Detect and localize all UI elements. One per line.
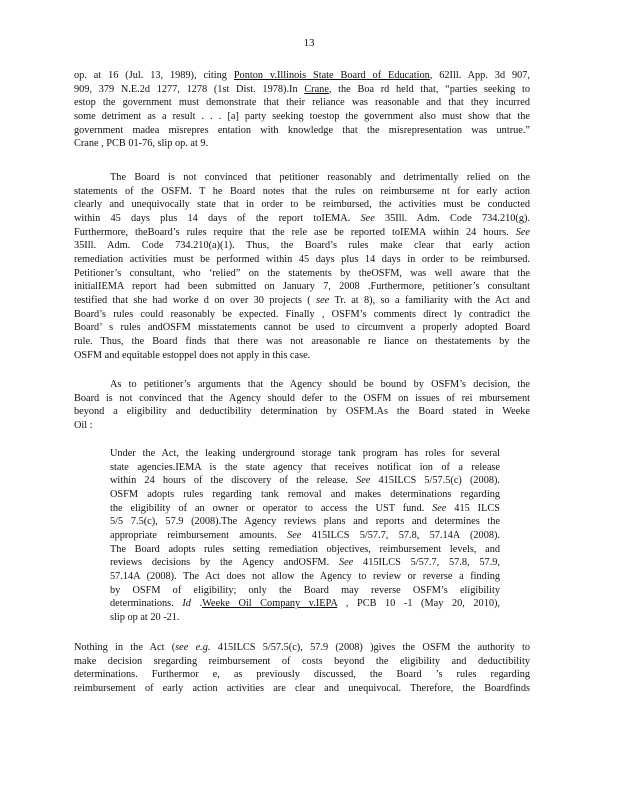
text-run: 415ILCS 5/57.5(c), 57.9 (2008) )gives the OSFM the authority to — [210, 642, 531, 653]
paragraph-3 — [74, 378, 530, 433]
text-line — [74, 280, 530, 294]
text-run: some detriment as a result . . . [a] party seeking toestop the government also must show that the — [74, 110, 530, 122]
signal-word: See — [515, 226, 530, 238]
text-run: statements of the OSFM. T he Board notes that the rules on reimburseme nt for early action — [74, 185, 530, 197]
text-run: Petitioner’s consultant, who ‘relied” on the statements by theOSFM, was well aware that the — [74, 267, 530, 279]
text-run: The Board adopts rules setting remediation objectives, reimbursement levels, and — [110, 543, 500, 555]
paragraph-1 — [74, 69, 530, 151]
text-line — [74, 668, 530, 682]
text-line — [74, 185, 530, 199]
text-run: 415ILCS 5/57.7, 57.8, 57.9, — [353, 557, 500, 569]
text-run: remediation activities must be performed within 45 days plus 14 days in order to be reimbursed. — [74, 253, 530, 265]
text-line — [110, 474, 500, 488]
text-run: Tr. at 8), so a familiarity with the Act and — [329, 294, 530, 306]
text-line — [110, 529, 500, 543]
text-line — [74, 96, 530, 110]
signal-word: See — [356, 475, 371, 487]
text-line — [74, 69, 530, 83]
text-run: Under the Act, the leaking underground storage tank program has roles for several — [110, 448, 500, 459]
text-run: Nothing in the Act ( — [74, 642, 176, 653]
signal-word: See — [338, 557, 354, 569]
text-run: Crane , PCB 01-76, slip op. at 9. — [74, 138, 209, 150]
text-line — [110, 447, 500, 461]
text-run: reimbursement of early action activities are clear and unequivocal. Therefore, the Boardfinds — [74, 682, 530, 694]
text-line — [110, 556, 500, 570]
text-run: reviews decisions by the Agency andOSFM. — [110, 557, 339, 569]
text-run: appropriate reimbursement amounts. — [110, 529, 288, 541]
text-line — [110, 584, 500, 598]
text-line — [74, 682, 530, 696]
signal-word: See — [287, 529, 302, 541]
text-line — [74, 267, 530, 281]
case-citation: Ponton v.Illinois State Board of Education — [233, 70, 430, 81]
text-line — [110, 597, 500, 611]
text-run: , the Boa rd held that, “parties seeking to — [328, 83, 530, 95]
text-line — [74, 378, 530, 392]
signal-word: Id — [182, 598, 191, 610]
text-run: 35Ill. Adm. Code 734.210(a)(1). Thus, the Board’s rules make clear that early action — [74, 240, 530, 252]
text-run: 5/5 7.5(c), 57.9 (2008).The Agency reviews plans and reports and determines the — [110, 516, 500, 528]
signal-word: see e.g. — [175, 642, 211, 653]
text-line — [110, 570, 500, 584]
text-run: 909, 379 N.E.2d 1277, 1278 (1st Dist. 1978).In — [74, 83, 305, 95]
text-run: clearly and unequivocally state that in order to be reimbursed, the activities must be conducted — [74, 199, 530, 211]
text-run: Board’s rules could reasonably be expected. Finally , OSFM’s comments direct ly contradict the — [74, 308, 530, 320]
text-line — [74, 655, 530, 669]
text-run: determinations. — [110, 598, 183, 610]
text-run: Oil : — [74, 419, 93, 431]
text-line — [74, 392, 530, 406]
text-run: estop the government must demonstrate that their reliance was reasonable and that they incurred — [74, 97, 530, 109]
text-run: testified that she had worke d on over 30 projects ( — [74, 294, 317, 306]
text-run: , 62Ill. App. 3d 907, — [429, 70, 531, 81]
text-run: , PCB 10 -1 (May 20, 2010), — [337, 598, 500, 610]
text-run: 57.14A (2008). The Act does not allow the Agency to review or reverse a finding — [110, 570, 500, 582]
text-line — [74, 641, 530, 655]
text-run: 415ILCS 5/57.5(c) (2008). — [370, 475, 500, 487]
text-line — [74, 83, 530, 97]
text-line — [74, 419, 530, 433]
text-run: initialIEMA report had been submitted on January 7, 2008 .Furthermore, petitioner’s consultant — [74, 281, 530, 293]
text-line — [74, 308, 530, 322]
text-run: the eligibility of an owner or operator to access the UST fund. — [110, 502, 433, 514]
text-run: state agencies.IEMA is the state agency that receives notificat ion of a release — [110, 461, 500, 473]
text-line — [110, 515, 500, 529]
page-number: 13 — [303, 37, 315, 49]
text-line — [110, 488, 500, 502]
text-line — [110, 502, 500, 516]
text-line — [110, 611, 500, 625]
text-run: rule. Thus, the Board finds that there was not areasonable re liance on thestatements by the — [74, 335, 530, 347]
signal-word: See — [360, 212, 375, 224]
text-line — [74, 110, 530, 124]
text-run: within 45 days plus 14 days of the report toIEMA. — [74, 212, 361, 224]
text-line — [110, 461, 500, 475]
text-run: As to petitioner’s arguments that the Agency should be bound by OSFM’s decision, the — [110, 379, 530, 390]
text-run: op. at 16 (Jul. 13, 1989), citing — [74, 70, 234, 81]
text-run: slip op at 20 -21. — [110, 611, 180, 623]
text-line — [74, 137, 530, 151]
text-run: OSFM adopts rules regarding tank removal and makes determinations regarding — [110, 488, 500, 500]
text-line — [74, 226, 530, 240]
text-run: government madea misrepres entation with knowledge that the misrepresentation was untrue.” — [74, 124, 530, 136]
text-line — [74, 239, 530, 253]
text-line — [74, 349, 530, 363]
signal-word: see — [316, 294, 330, 306]
text-line — [74, 294, 530, 308]
text-run: 35Ill. Adm. Code 734.210(g). — [374, 212, 531, 224]
text-line — [74, 212, 530, 226]
text-line — [74, 198, 530, 212]
text-run: The Board is not convinced that petitioner reasonably and detrimentally relied on the — [110, 172, 530, 183]
text-run: by OSFM of eligibility; only the Board may reverse OSFM’s eligibility — [110, 584, 500, 596]
text-run: Furthermore, theBoard’s rules require that the rele ase be reported toIEMA within 24 hours. — [74, 226, 516, 238]
text-line — [74, 253, 530, 267]
paragraph-2 — [74, 171, 530, 362]
text-run: OSFM and equitable estoppel does not apply in this case. — [74, 349, 311, 361]
text-run: determinations. Furthermor e, as previously discussed, the Board ’s rules regarding — [74, 669, 530, 681]
text-line — [74, 335, 530, 349]
text-line — [74, 124, 530, 138]
case-citation: Weeke Oil Company v.IEPA — [202, 598, 338, 610]
paragraph-4 — [74, 641, 530, 696]
signal-word: See — [432, 502, 447, 514]
text-run: Board’ s rules andOSFM misstatements cannot be used to circumvent a properly adopted Board — [74, 322, 530, 334]
text-run: within 24 hours of the discovery of the release. — [110, 475, 357, 487]
block-quote — [110, 447, 500, 625]
case-citation: Crane — [304, 83, 329, 95]
text-run: . — [190, 598, 203, 610]
text-line — [74, 321, 530, 335]
text-run: 415ILCS 5/57.7, 57.8, 57.14A (2008). — [301, 529, 500, 541]
text-run: Board is not convinced that the Agency should defer to the OSFM on issues of rei mbursement — [74, 392, 530, 404]
text-run: beyond a eligibility and deductibility determination by OSFM.As the Board stated in Weeke — [74, 406, 530, 418]
text-line — [110, 543, 500, 557]
text-run: 415 ILCS — [446, 502, 500, 514]
text-line — [74, 405, 530, 419]
text-run: make decision sregarding reimbursement of costs beyond the eligibility and deductibility — [74, 655, 530, 667]
text-line — [74, 171, 530, 185]
